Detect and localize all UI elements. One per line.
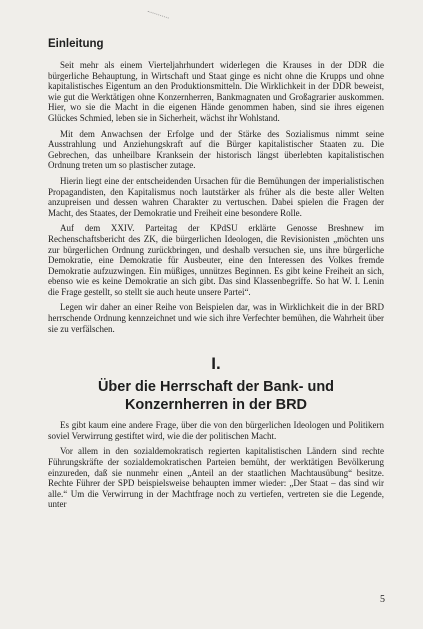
intro-paragraph: Mit dem Anwachsen der Erfolge und der Stärke des Sozialismus nimmt seine Ausstrahlung und Anziehungskraft auf die Bürger kapitalistischer Staaten zu. Die Gebrechen, das unheilbare Kranksein der historisch längst überlebten kapitalistischen Ordnung treten um so plastischer zutage. xyxy=(48,128,384,171)
page-number: 5 xyxy=(380,594,385,605)
chapter-number: I. xyxy=(211,354,221,374)
intro-paragraph: Hierin liegt eine der entscheidenden Ursachen für die Bemühungen der imperialistischen Propagandisten, den Kapitalismus noch lautstärker als früher als die beste aller Welten anzupreisen und dessen wahren Charakter zu vertuschen. Dabei spielen die Fragen der Macht, des Staates, der Demokratie und Freiheit eine besondere Rolle. xyxy=(48,175,384,218)
intro-paragraph: Auf dem XXIV. Parteitag der KPdSU erklärte Genosse Breshnew im Rechenschaftsbericht des ZK, die bürgerlichen Ideologen, die Revisionisten „möchten uns zur bürgerlichen Ordnung zurückbringen, und deshalb versuchen sie, uns ihre bürgerliche Demokratie, eine Demokratie für Ausbeuter, eine den Interessen des Volkes fremde Demokratie aufzuzwingen. Ein müßiges, unnützes Beginnen. Es gibt keine Freiheit an sich, ebenso wie es keine Demokratie an sich gibt. Das sind Klassenbegriffe. So hat W. I. Lenin die Frage gestellt, so stellt sie auch heute unsere Partei“. xyxy=(48,223,384,297)
intro-paragraph: Seit mehr als einem Vierteljahrhundert widerlegen die Krauses in der DDR die bürgerliche Behauptung, in Wirtschaft und Staat ginge es nicht ohne die Krupps und ohne kapitalistisches Eigentum an den Produktionsmitteln. Die Wirklichkeit in der DDR beweist, wie gut die Werktätigen ohne Konzernherren, Bankmagnaten und Großagrarier auskommen. Hier, wo sie die Macht in die eigenen Hände genommen haben, sind sie ihres eigenen Glückes Schmied, leben sie in Sicherheit, wächst ihr Wohlstand. xyxy=(48,60,384,123)
section-heading: Einleitung xyxy=(48,38,104,50)
chapter-paragraph: Es gibt kaum eine andere Frage, über die von den bürgerlichen Ideologen und Politikern soviel Verwirrung gestiftet wird, wie die der politischen Macht. xyxy=(48,420,384,441)
chapter-title: Über die Herrschaft der Bank- und Konzernherren in der BRD xyxy=(97,379,335,414)
chapter-paragraph: Vor allem in den sozialdemokratisch regierten kapitalistischen Ländern sind rechte Führungskräfte der sozialdemokratischen Parteien bemüht, der werktätigen Bevölkerung einzureden, daß sie nunmehr einen „Anteil an der staatlichen Machtausübung“ besitze. Rechte Führer der SPD beispielsweise behaupten immer wieder: „Der Staat – das sind wir alle.“ Um die Verwirrung in der Machtfrage noch zu vertiefen, vertreten sie die Legende, unter xyxy=(48,446,384,510)
intro-paragraph: Legen wir daher an einer Reihe von Beispielen dar, was in Wirklichkeit die in der BRD herrschende Ordnung kennzeichnet und wie sich ihre Verfechter bemühen, die Wahrheit über sie zu verfälschen. xyxy=(48,302,384,334)
text-column xyxy=(48,38,384,515)
page-smudge xyxy=(145,11,169,26)
